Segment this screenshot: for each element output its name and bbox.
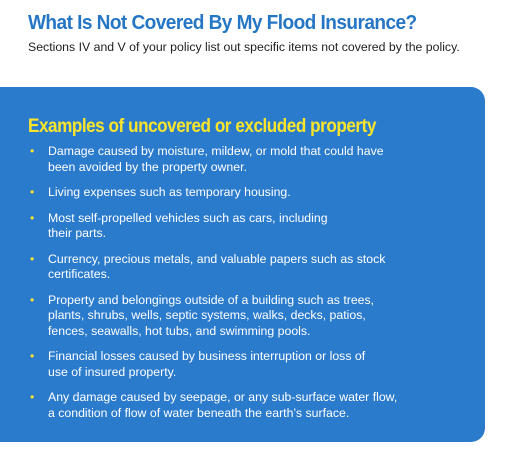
bullet-icon: • <box>30 144 35 158</box>
list-item-line: use of insured property. <box>48 364 177 379</box>
list-item-line: Damage caused by moisture, mildew, or mold that could have <box>48 144 384 158</box>
list-item-line: Currency, precious metals, and valuable papers such as stock <box>48 251 386 266</box>
list-item <box>30 390 470 421</box>
bullet-icon: • <box>30 349 35 363</box>
list-item <box>30 185 470 201</box>
page-title: What Is Not Covered By My Flood Insurance? <box>28 11 417 34</box>
bullet-icon: • <box>30 185 35 199</box>
page-subtitle: Sections IV and V of your policy list out specific items not covered by the policy. <box>28 40 460 54</box>
list-item-line: their parts. <box>48 226 107 240</box>
bullet-icon: • <box>30 210 35 225</box>
list-item <box>30 349 470 380</box>
list-item-line: Any damage caused by seepage, or any sub-surface water flow, <box>48 390 398 404</box>
list-item <box>30 144 470 175</box>
panel-heading: Examples of uncovered or excluded property <box>28 116 376 137</box>
list-item-line: fences, seawalls, hot tubs, and swimming pools. <box>48 323 311 338</box>
excluded-property-panel <box>0 87 485 442</box>
list-item-line: certificates. <box>48 267 111 281</box>
list-item <box>30 252 470 283</box>
list-item-line: been avoided by the property owner. <box>48 159 247 174</box>
list-item-line: plants, shrubs, wells, septic systems, walks, decks, patios, <box>48 308 366 322</box>
bullet-icon: • <box>30 292 35 307</box>
list-item-line: Property and belongings outside of a building such as trees, <box>48 292 375 307</box>
list-item-line: a condition of flow of water beneath the earth’s surface. <box>48 405 350 420</box>
excluded-items-list <box>30 144 470 431</box>
list-item-line: Most self-propelled vehicles such as cars, including <box>48 210 328 225</box>
list-item-line: Financial losses caused by business interruption or loss of <box>48 349 366 363</box>
list-item-line: Living expenses such as temporary housing. <box>48 185 291 199</box>
bullet-icon: • <box>30 251 35 266</box>
list-item <box>30 211 470 242</box>
list-item <box>30 293 470 340</box>
bullet-icon: • <box>30 390 35 404</box>
